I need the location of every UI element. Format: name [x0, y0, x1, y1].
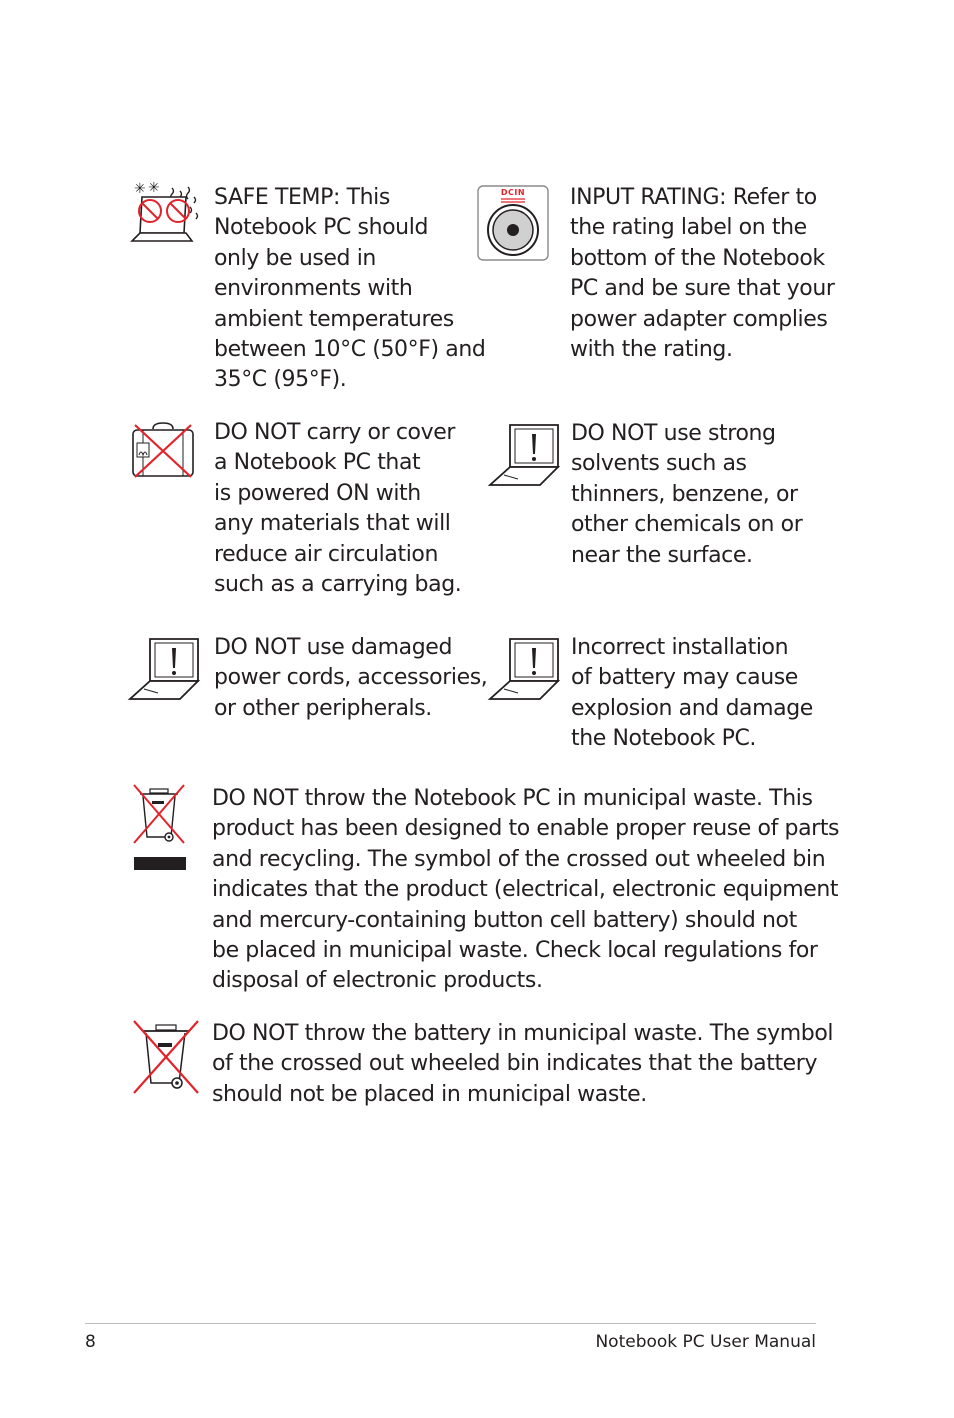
manual-title: Notebook PC User Manual: [595, 1332, 816, 1352]
crossed-bin-with-bar-icon: [130, 783, 188, 873]
footer-divider: [85, 1323, 816, 1324]
battery-waste-text: DO NOT throw the battery in municipal waste. The symbol of the crossed out wheeled bin indicates that the battery should not be placed in municipal waste.: [212, 1021, 834, 1107]
laptop-warning-icon: [128, 637, 202, 703]
no-carrying-bag-icon: [131, 421, 195, 479]
notebook-waste-text: DO NOT throw the Notebook PC in municipal waste. This product has been designed to enable proper reuse of parts and recycling. The symbol of the crossed out wheeled bin indicates that the product (electrical, electronic equipment and mercury-containing button cell battery) should not be placed in municipal waste. Check local regulations for disposal of electronic products.: [212, 786, 840, 994]
svg-text:✳: ✳: [134, 181, 146, 197]
damaged-cords-text: DO NOT use damaged power cords, accessories, or other peripherals.: [214, 635, 488, 721]
dc-in-label: DCIN: [500, 188, 526, 197]
crossed-bin-icon: [130, 1019, 202, 1099]
safe-temp-icon: [128, 180, 208, 253]
battery-install-text: Incorrect installation of battery may cause explosion and damage the Notebook PC.: [571, 635, 813, 752]
input-rating-text: INPUT RATING: Refer to the rating label on the bottom of the Notebook PC and be sure that your power adapter complies with the rating.: [570, 185, 835, 363]
page-number: 8: [85, 1332, 96, 1352]
laptop-warning-icon: [488, 637, 562, 703]
solvents-text: DO NOT use strong solvents such as thinners, benzene, or other chemicals on or near the surface.: [571, 421, 803, 568]
svg-text:✳: ✳: [148, 180, 160, 196]
carry-cover-text: DO NOT carry or cover a Notebook PC that is powered ON with any materials that will reduce air circulation such as a carrying bag.: [214, 420, 462, 598]
laptop-warning-icon: [488, 423, 562, 489]
safe-temp-text: SAFE TEMP: This Notebook PC should only be used in environments with ambient temperatures between 10°C (50°F) and 35°C (95°F).: [214, 185, 486, 393]
